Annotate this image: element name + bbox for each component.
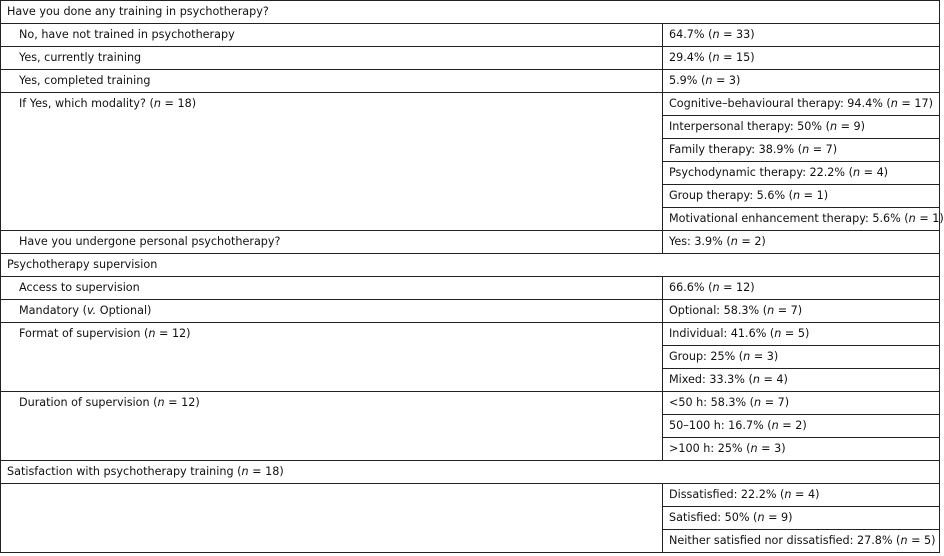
table-row bbox=[1, 47, 940, 70]
row-value: Family therapy: 38.9% (n = 7) bbox=[663, 139, 940, 162]
row-value: Interpersonal therapy: 50% (n = 9) bbox=[663, 116, 940, 139]
table-row bbox=[1, 277, 940, 300]
row-value: Individual: 41.6% (n = 5) bbox=[663, 323, 940, 346]
section-header-row bbox=[1, 254, 940, 277]
row-label: Mandatory (v. Optional) bbox=[1, 300, 663, 323]
table-row bbox=[1, 93, 940, 116]
row-value: Motivational enhancement therapy: 5.6% (n = 1) bbox=[663, 208, 940, 231]
section-header-row bbox=[1, 1, 940, 24]
row-value: >100 h: 25% (n = 3) bbox=[663, 438, 940, 461]
row-label: Access to supervision bbox=[1, 277, 663, 300]
section-title: Satisfaction with psychotherapy training (n = 18) bbox=[1, 461, 940, 484]
row-value: 64.7% (n = 33) bbox=[663, 24, 940, 47]
row-label bbox=[1, 484, 663, 553]
row-value: Yes: 3.9% (n = 2) bbox=[663, 231, 940, 254]
table-row bbox=[1, 231, 940, 254]
row-value: Satisfied: 50% (n = 9) bbox=[663, 507, 940, 530]
row-label: Format of supervision (n = 12) bbox=[1, 323, 663, 392]
row-value: Cognitive–behavioural therapy: 94.4% (n = 17) bbox=[663, 93, 940, 116]
row-label: Have you undergone personal psychotherapy? bbox=[1, 231, 663, 254]
table-row bbox=[1, 300, 940, 323]
row-label: If Yes, which modality? (n = 18) bbox=[1, 93, 663, 231]
row-value: Optional: 58.3% (n = 7) bbox=[663, 300, 940, 323]
table-body bbox=[1, 1, 944, 553]
section-header-row bbox=[1, 461, 940, 484]
row-label: No, have not trained in psychotherapy bbox=[1, 24, 663, 47]
table-row bbox=[1, 392, 940, 415]
table-row bbox=[1, 24, 940, 47]
row-value: Group: 25% (n = 3) bbox=[663, 346, 940, 369]
row-value: Mixed: 33.3% (n = 4) bbox=[663, 369, 940, 392]
section-title: Psychotherapy supervision bbox=[1, 254, 940, 277]
row-value: 29.4% (n = 15) bbox=[663, 47, 940, 70]
row-value: Dissatisfied: 22.2% (n = 4) bbox=[663, 484, 940, 507]
table-row bbox=[1, 323, 940, 346]
row-value: 66.6% (n = 12) bbox=[663, 277, 940, 300]
row-value: Group therapy: 5.6% (n = 1) bbox=[663, 185, 940, 208]
section-title: Have you done any training in psychotherapy? bbox=[1, 1, 940, 24]
table-row bbox=[1, 484, 940, 507]
row-value: Neither satisfied nor dissatisfied: 27.8% (n = 5) bbox=[663, 530, 940, 553]
row-value: <50 h: 58.3% (n = 7) bbox=[663, 392, 940, 415]
table-row bbox=[1, 70, 940, 93]
row-label: Duration of supervision (n = 12) bbox=[1, 392, 663, 461]
row-value: 50–100 h: 16.7% (n = 2) bbox=[663, 415, 940, 438]
row-value: 5.9% (n = 3) bbox=[663, 70, 940, 93]
row-label: Yes, currently training bbox=[1, 47, 663, 70]
row-label: Yes, completed training bbox=[1, 70, 663, 93]
row-value: Psychodynamic therapy: 22.2% (n = 4) bbox=[663, 162, 940, 185]
